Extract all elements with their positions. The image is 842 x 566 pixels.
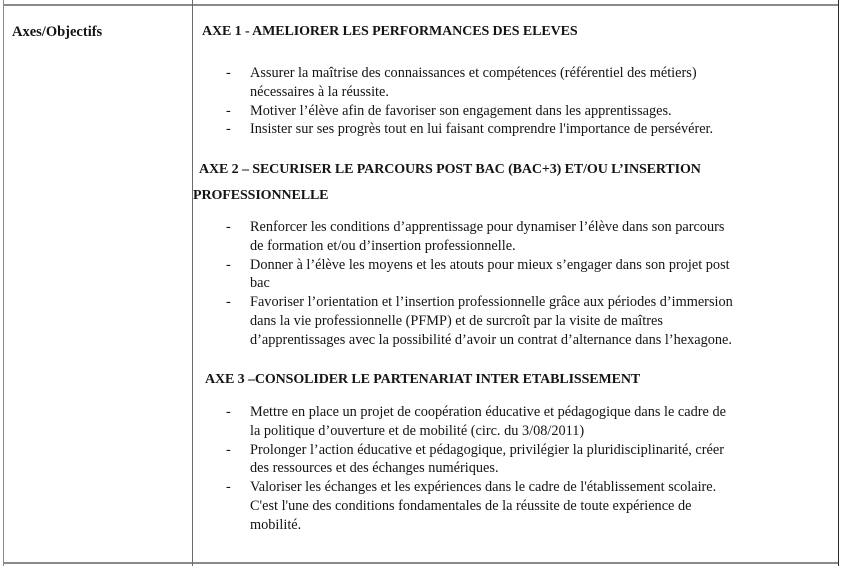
table-bottom-border bbox=[3, 562, 839, 564]
axe-3-list bbox=[226, 403, 826, 535]
bullet-dash-icon: - bbox=[226, 404, 231, 420]
bullet-dash-icon: - bbox=[226, 65, 231, 81]
axe-2-heading-continuation: PROFESSIONNELLE bbox=[193, 188, 329, 203]
bullet-text-line: mobilité. bbox=[250, 516, 302, 533]
bullet-text-line: d’apprentissages avec la possibilité d’avoir un contrat d’alternance dans l’hexagone. bbox=[250, 331, 732, 348]
bullet-text-line: Mettre en place un projet de coopération éducative et pédagogique dans le cadre de bbox=[250, 404, 726, 420]
bullet-dash-icon: - bbox=[226, 256, 231, 273]
bullet-item bbox=[226, 478, 826, 534]
bullet-dash-icon: - bbox=[226, 102, 231, 119]
axe-1-heading: AXE 1 - AMELIORER LES PERFORMANCES DES ELEVES bbox=[202, 24, 578, 39]
axe-2-list bbox=[226, 218, 826, 350]
column-divider bbox=[192, 0, 193, 566]
bullet-item bbox=[226, 293, 826, 349]
table-right-border bbox=[838, 0, 839, 566]
table-left-border bbox=[3, 0, 4, 566]
bullet-item bbox=[226, 441, 826, 479]
bullet-text-line: Valoriser les échanges et les expériences dans le cadre de l'établissement scolaire. bbox=[250, 479, 717, 496]
bullet-dash-icon: - bbox=[226, 294, 231, 311]
axe-2-heading: AXE 2 – SECURISER LE PARCOURS POST BAC (BAC+3) ET/OU L’INSERTION bbox=[199, 162, 701, 177]
bullet-text-line: Motiver l’élève afin de favoriser son engagement dans les apprentissages. bbox=[250, 102, 672, 119]
table-top-border bbox=[3, 4, 839, 6]
bullet-text-line: des ressources et des échanges numériques. bbox=[250, 460, 499, 477]
axe-1-list bbox=[226, 64, 826, 139]
bullet-text-line: la politique d’ouverture et de mobilité (circ. du 3/08/2011) bbox=[250, 422, 585, 439]
bullet-text-line: Favoriser l’orientation et l’insertion professionnelle grâce aux périodes d’immersion bbox=[250, 294, 733, 311]
bullet-text-line: Donner à l’élève les moyens et les atouts pour mieux s’engager dans son projet post bbox=[250, 256, 730, 273]
bullet-dash-icon: - bbox=[226, 441, 231, 458]
bullet-text-line: dans la vie professionnelle (PFMP) et de surcroît par la visite de maîtres bbox=[250, 312, 663, 329]
bullet-dash-icon: - bbox=[226, 219, 231, 235]
axe-3-heading: AXE 3 –CONSOLIDER LE PARTENARIAT INTER ETABLISSEMENT bbox=[205, 372, 641, 387]
bullet-item bbox=[226, 64, 826, 102]
bullet-text-line: bac bbox=[250, 275, 270, 292]
bullet-text-line: Prolonger l’action éducative et pédagogique, privilégier la pluridisciplinarité, créer bbox=[250, 441, 724, 458]
bullet-dash-icon: - bbox=[226, 121, 231, 138]
row-label-axes-objectifs: Axes/Objectifs bbox=[12, 24, 103, 40]
bullet-text-line: Renforcer les conditions d’apprentissage pour dynamiser l’élève dans son parcours bbox=[250, 219, 725, 235]
bullet-text-line: C'est l'une des conditions fondamentales de la réussite de toute expérience de bbox=[250, 497, 692, 514]
bullet-text-line: nécessaires à la réussite. bbox=[250, 83, 389, 100]
bullet-item bbox=[226, 403, 826, 441]
bullet-text-line: de formation et/ou d’insertion professionnelle. bbox=[250, 237, 516, 254]
bullet-item bbox=[226, 102, 826, 121]
bullet-item bbox=[226, 256, 826, 294]
bullet-dash-icon: - bbox=[226, 479, 231, 496]
bullet-text-line: Assurer la maîtrise des connaissances et compétences (référentiel des métiers) bbox=[250, 65, 697, 81]
bullet-text-line: Insister sur ses progrès tout en lui faisant comprendre l'importance de persévérer. bbox=[250, 121, 714, 138]
bullet-item bbox=[226, 218, 826, 256]
bullet-item bbox=[226, 120, 826, 139]
